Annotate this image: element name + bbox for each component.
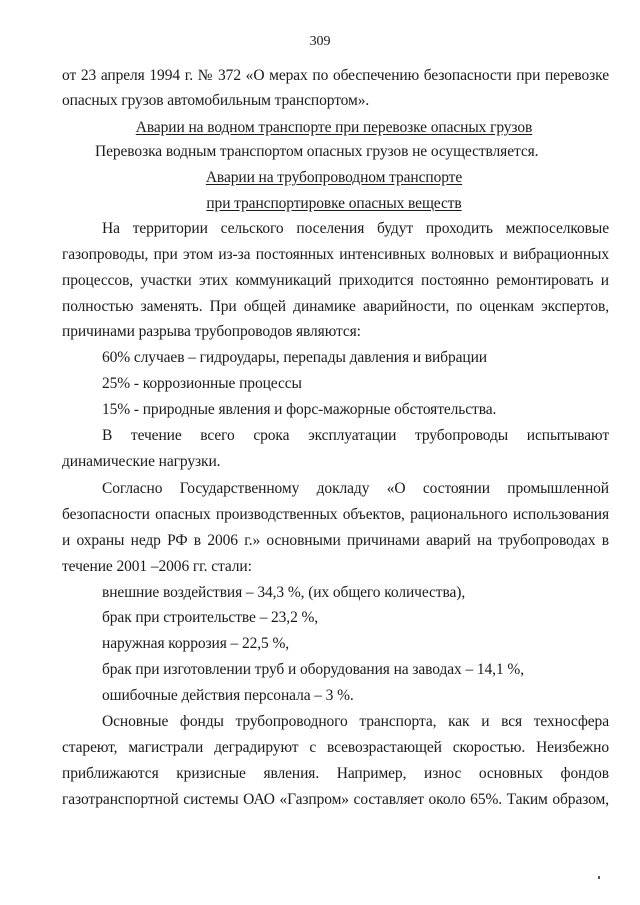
text-line: полностью заменять. При общей динамике аварийности, по оценкам экспертов, bbox=[62, 298, 609, 315]
scan-speck bbox=[598, 876, 600, 879]
list-item: брак при изготовлении труб и оборудования на заводах – 14,1 %, bbox=[102, 661, 524, 678]
text-line: газотранспортной системы ОАО «Газпром» составляет около 65%. Таким образом, bbox=[62, 791, 609, 808]
text-line: от 23 апреля 1994 г. № 372 «О мерах по обеспечению безопасности при перевозке bbox=[62, 67, 609, 84]
text-line: стареют, магистрали деградируют с всевозрастающей скоростью. Неизбежно bbox=[62, 739, 609, 756]
text-line: и охраны недр РФ в 2006 г.» основными причинами аварий на трубопроводах в bbox=[62, 532, 609, 549]
text-line: Перевозка водным транспортом опасных грузов не осуществляется. bbox=[95, 143, 539, 160]
section-heading: при транспортировке опасных веществ bbox=[206, 195, 462, 212]
list-item: ошибочные действия персонала – 3 %. bbox=[102, 687, 354, 704]
text-line: приближаются кризисные явления. Например, износ основных фондов bbox=[62, 765, 609, 782]
page-number: 309 bbox=[309, 34, 331, 49]
list-item: наружная коррозия – 22,5 %, bbox=[102, 635, 290, 652]
text-line: процессов, участки этих коммуникаций приходится постоянно ремонтировать и bbox=[62, 272, 609, 289]
text-line: Согласно Государственному докладу «О состоянии промышленной bbox=[102, 480, 609, 497]
list-item: 25% - коррозионные процессы bbox=[102, 375, 302, 392]
text-line: опасных грузов автомобильным транспортом». bbox=[62, 92, 370, 109]
text-line: В течение всего срока эксплуатации трубопроводы испытывают bbox=[102, 427, 609, 444]
text-line: течение 2001 –2006 гг. стали: bbox=[62, 558, 252, 575]
list-item: 15% - природные явления и форс-мажорные обстоятельства. bbox=[102, 401, 497, 418]
list-item: 60% случаев – гидроудары, перепады давления и вибрации bbox=[102, 349, 487, 366]
text-line: причинами разрыва трубопроводов являются: bbox=[62, 323, 361, 340]
section-heading: Аварии на трубопроводном транспорте bbox=[205, 169, 463, 186]
section-heading: Аварии на водном транспорте при перевозке опасных грузов bbox=[135, 119, 533, 136]
list-item: брак при строительстве – 23,2 %, bbox=[102, 609, 319, 626]
list-item: внешние воздействия – 34,3 %, (их общего количества), bbox=[102, 584, 466, 601]
text-line: Основные фонды трубопроводного транспорта, как и вся техносфера bbox=[102, 713, 609, 730]
text-line: безопасности опасных производственных объектов, рационального использования bbox=[62, 506, 609, 523]
text-line: динамические нагрузки. bbox=[62, 453, 221, 470]
text-line: газопроводы, при этом из-за постоянных интенсивных волновых и вибрационных bbox=[62, 246, 609, 263]
text-line: На территории сельского поселения будут проходить межпоселковые bbox=[102, 220, 609, 237]
